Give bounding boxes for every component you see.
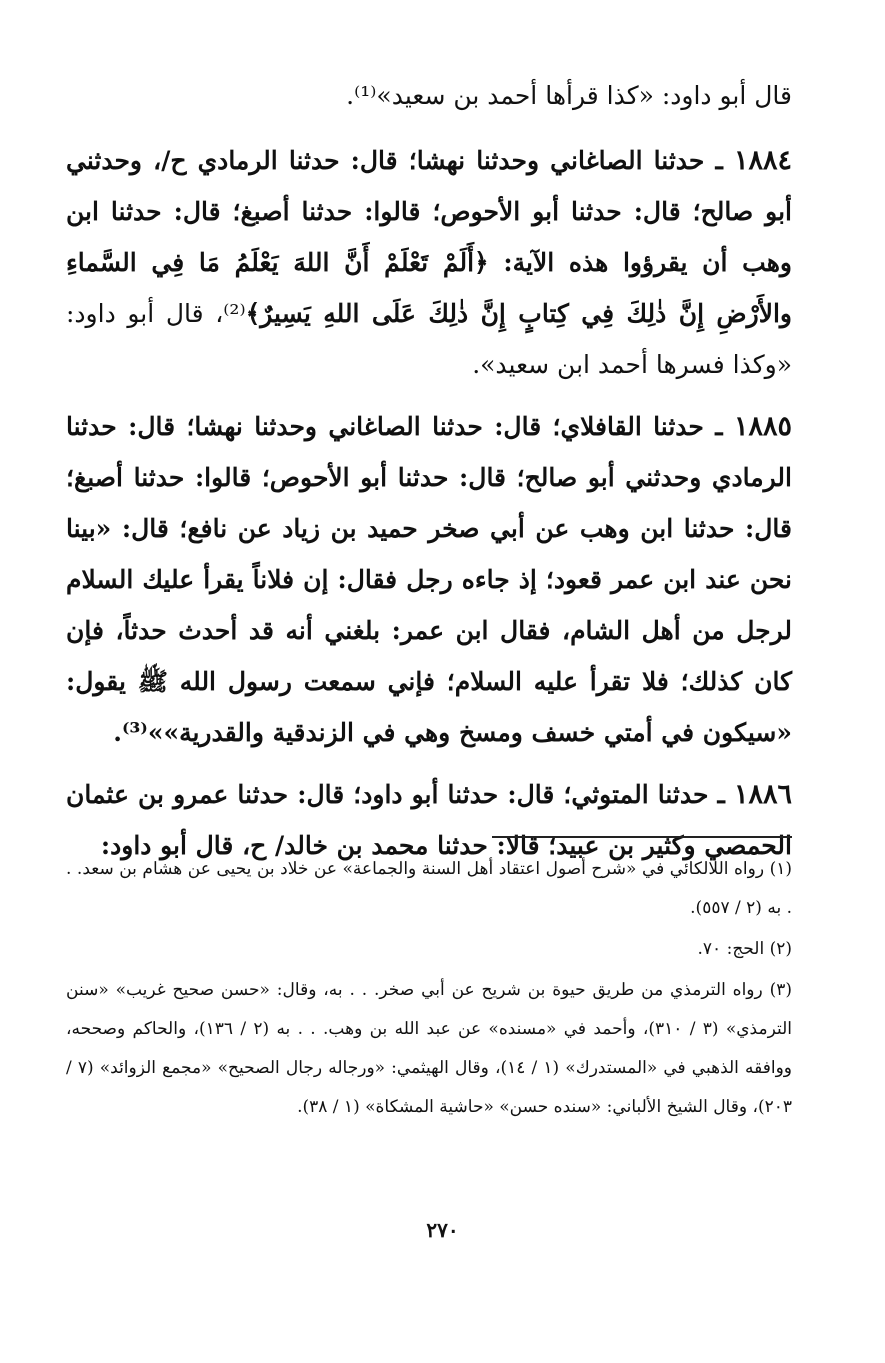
page-number: ٢٧٠	[426, 1218, 459, 1242]
hadith-number: ١٨٨٥	[733, 411, 792, 442]
hadith-text: ـ حدثنا المتوثي؛ قال: حدثنا أبو داود؛ قال: حدثنا عمرو بن عثمان الحمصي وكثير بن عبيد؛ قالا: حدثنا محمد بن خالد/ ح، قال أبو داود:	[66, 780, 792, 860]
hadith-1884	[66, 135, 792, 390]
footnotes	[66, 850, 792, 1129]
hadith-text: ـ حدثنا الصاغاني وحدثنا نهشا؛ قال: حدثنا الرمادي ح/، وحدثني أبو صالح؛ قال: حدثنا أبو الأحوص؛ قالوا: حدثنا أصبغ؛ قال: حدثنا ابن وهب أن يقرؤوا هذه الآية:	[66, 146, 792, 277]
footnote-2: (٢) الحج: ٧٠.	[697, 939, 792, 959]
hadith-number: ١٨٨٤	[733, 145, 792, 176]
intro-text: قال أبو داود: «كذا قرأها أحمد بن سعيد»⁽¹⁾.	[346, 81, 792, 110]
hadith-text-end: ⁽²⁾، قال أبو داود: «وكذا فسرها أحمد ابن سعيد».	[66, 299, 792, 379]
footnote-divider	[492, 836, 792, 838]
hadith-1885	[66, 401, 792, 758]
hadith-number: ١٨٨٦	[733, 779, 792, 810]
footnote-3: (٣) رواه الترمذي من طريق حيوة بن شريح عن أبي صخر. . . به، وقال: «حسن صحيح غريب» «سنن الترمذي» (٣ / ٣١٠)، وأحمد في «مسنده» عن عبد الله بن وهب. . . به (٢ / ١٣٦)، والحاكم وصححه، ووافقه الذهبي في «المستدرك» (١ / ١٤)، وقال الهيثمي: «ورجاله رجال الصحيح» «مجمع الزوائد» (٧ / ٢٠٣)، وقال الشيخ الألباني: «سنده حسن» «حاشية المشكاة» (١ / ٣٨).	[66, 980, 792, 1117]
paragraph-intro	[66, 70, 792, 121]
footnote-1: (١) رواه اللالكائي في «شرح أصول اعتقاد أهل السنة والجماعة» عن خلاد بن يحيى عن هشام بن سعد. . . به (٢ / ٥٥٧).	[66, 859, 792, 918]
hadith-text: ـ حدثنا القافلاي؛ قال: حدثنا الصاغاني وحدثنا نهشا؛ قال: حدثنا الرمادي وحدثني أبو صالح؛ قال: حدثنا أبو الأحوص؛ قالوا: حدثنا أصبغ؛ قال: حدثنا ابن وهب عن أبي صخر حميد بن زياد عن نافع؛ قال: «بينا نحن عند ابن عمر قعود؛ إذ جاءه رجل فقال: إن فلاناً يقرأ عليك السلام لرجل من أهل الشام، فقال ابن عمر: بلغني أنه قد أحدث حدثاً، فإن كان كذلك؛ فلا تقرأ عليه السلام؛ فإني سمعت رسول الله ﷺ يقول: «سيكون في أمتي خسف ومسخ وهي في الزندقية والقدرية»»⁽³⁾.	[66, 412, 792, 747]
main-text	[66, 70, 792, 882]
quran-verse: ﴿أَلَمْ تَعْلَمْ أَنَّ اللهَ يَعْلَمُ مَا فِي السَّماءِ والأَرْضِ إِنَّ ذٰلِكَ فِي كِتابٍ إِنَّ ذٰلِكَ عَلَى اللهِ يَسِيرٌ﴾	[66, 248, 792, 328]
